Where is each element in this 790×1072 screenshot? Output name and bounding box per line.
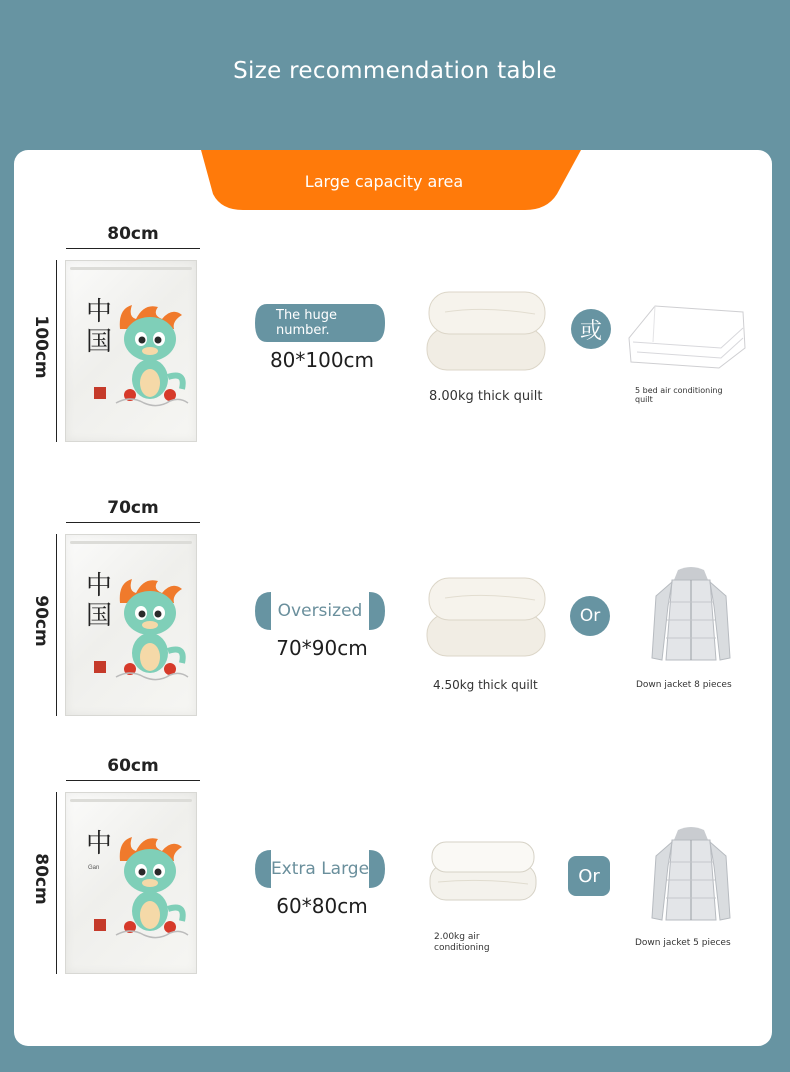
bag-print-text: 中国 — [86, 571, 113, 631]
option2-caption: Down jacket 8 pieces — [636, 680, 732, 690]
or-badge: Or — [570, 596, 610, 636]
width-label: 70cm — [107, 498, 159, 518]
bag-size-label: 70*90cm — [276, 636, 368, 660]
height-label: 90cm — [31, 595, 51, 647]
folded-duvet-icon — [625, 298, 749, 374]
grade-badge-label: Extra Large — [270, 859, 370, 879]
option1-caption: 4.50kg thick quilt — [433, 678, 538, 692]
option2-caption: 5 bed air conditioning quilt — [635, 386, 723, 404]
dragon-mascot-icon — [110, 831, 190, 941]
down-jacket-icon — [650, 826, 732, 926]
or-badge: Or — [568, 856, 610, 896]
folded-blanket-icon — [428, 838, 538, 904]
grade-badge-label: Oversized — [277, 601, 363, 621]
grade-badge-label: The huge number. — [276, 308, 338, 338]
red-seal-icon — [94, 387, 106, 399]
height-label: 80cm — [31, 853, 51, 905]
bag-size-label: 80*100cm — [269, 348, 375, 372]
height-dimension-line — [56, 534, 57, 716]
height-label: 100cm — [31, 315, 51, 379]
category-tab — [201, 150, 581, 210]
size-row-70x90 — [0, 496, 790, 736]
bag-print-text: 中国 — [86, 297, 113, 357]
vacuum-bag-image — [65, 260, 197, 442]
or-badge: 或 — [571, 309, 611, 349]
vacuum-bag-image — [65, 792, 197, 974]
height-dimension-line — [56, 792, 57, 974]
grade-badge — [255, 592, 385, 630]
width-dimension-line — [66, 248, 200, 249]
option2-caption: Down jacket 5 pieces — [635, 938, 731, 948]
grade-badge — [255, 850, 385, 888]
folded-quilt-icon — [425, 574, 547, 660]
width-label: 60cm — [107, 756, 159, 776]
down-jacket-icon — [650, 566, 732, 666]
tab-label: Large capacity area — [304, 172, 464, 191]
red-seal-icon — [94, 919, 106, 931]
page-title: Size recommendation table — [233, 58, 557, 84]
bag-print-text: 中 — [86, 829, 113, 859]
bag-zipper — [70, 541, 192, 544]
vacuum-bag-image — [65, 534, 197, 716]
bag-small-text: Gan — [88, 865, 100, 871]
grade-badge — [255, 304, 385, 342]
size-row-80x100 — [0, 222, 790, 462]
height-dimension-line — [56, 260, 57, 442]
folded-quilt-icon — [425, 288, 547, 374]
option1-caption: 8.00kg thick quilt — [429, 389, 543, 404]
bag-zipper — [70, 267, 192, 270]
width-dimension-line — [66, 780, 200, 781]
size-row-60x80 — [0, 754, 790, 994]
width-label: 80cm — [107, 224, 159, 244]
width-dimension-line — [66, 522, 200, 523]
option1-caption: 2.00kg air conditioning — [434, 932, 490, 953]
dragon-mascot-icon — [110, 573, 190, 683]
bag-size-label: 60*80cm — [276, 894, 368, 918]
red-seal-icon — [94, 661, 106, 673]
dragon-mascot-icon — [110, 299, 190, 409]
bag-zipper — [70, 799, 192, 802]
